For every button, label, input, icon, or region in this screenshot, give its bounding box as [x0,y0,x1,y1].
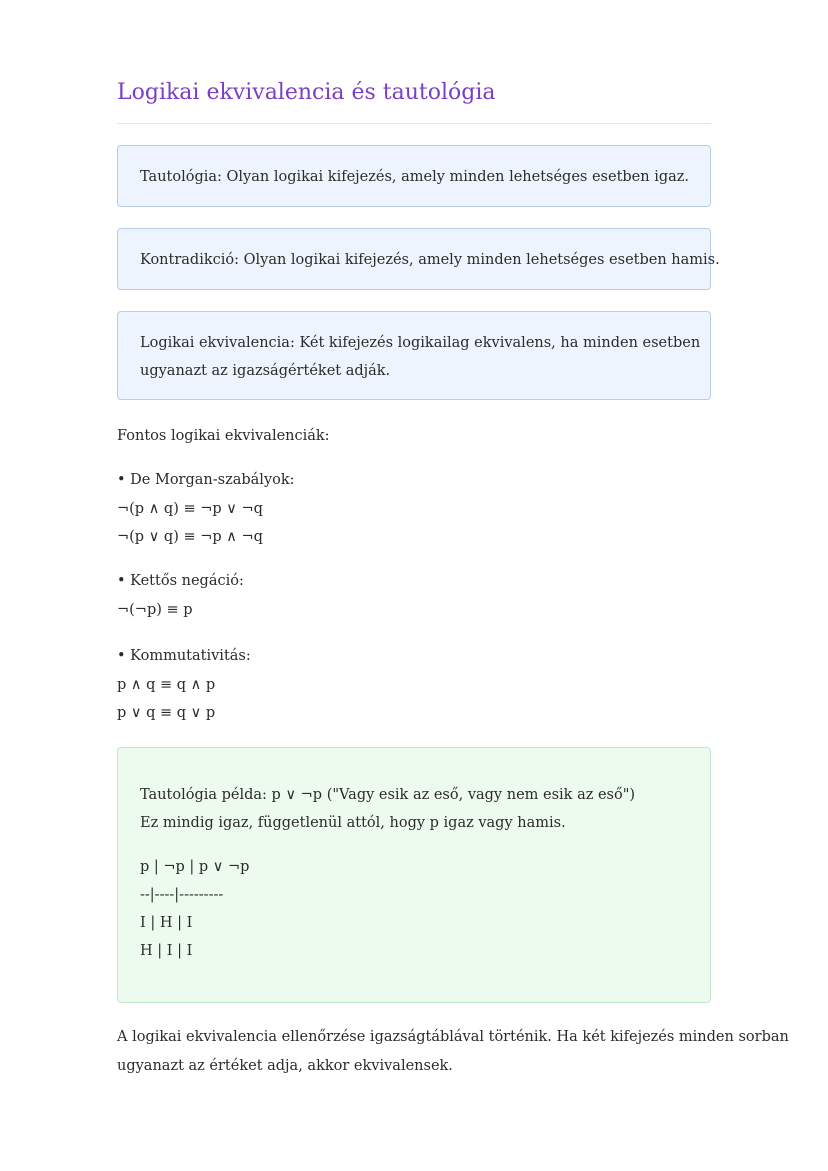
equivalence-group-double-negation [117,567,244,624]
group-heading: • Kettős negáció: [117,573,244,589]
page-title: Logikai ekvivalencia és tautológia [117,80,496,105]
truth-table-row: H | I | I [140,943,193,959]
example-text: Ez mindig igaz, függetlenül attól, hogy p igaz vagy hamis. [140,815,566,831]
formula-line: ¬(p ∧ q) ≡ ¬p ∨ ¬q [117,500,263,517]
formula-line: p ∧ q ≡ q ∧ p [117,676,216,693]
definition-text: Kontradikció: Olyan logikai kifejezés, amely minden lehetséges esetben hamis. [140,252,720,268]
title-divider [117,123,711,124]
truth-table-row: p | ¬p | p ∨ ¬p [140,859,250,875]
definition-text: Logikai ekvivalencia: Két kifejezés logikailag ekvivalens, ha minden esetben [140,335,701,351]
truth-table-row: --|----|--------- [140,887,224,903]
formula-line: ¬(p ∨ q) ≡ ¬p ∧ ¬q [117,529,263,545]
formula-line: p ∨ q ≡ q ∨ p [117,705,216,721]
equivalence-group-commutativity [117,642,251,728]
conclusion-text: ugyanazt az értéket adja, akkor ekvivalensek. [117,1058,453,1074]
definition-box-contradiction [117,228,720,290]
example-text: Tautológia példa: p ∨ ¬p ("Vagy esik az eső, vagy nem esik az eső") [140,787,636,803]
formula-line: ¬(¬p) ≡ p [117,601,193,618]
equivalences-intro: Fontos logikai ekvivalenciák: [117,428,330,444]
conclusion-paragraph [117,1023,789,1081]
definition-box-tautology [117,145,711,207]
definition-box-equivalence [117,311,711,400]
truth-table-row: I | H | I [140,915,193,931]
group-heading: • Kommutativitás: [117,648,251,664]
equivalence-group-de-morgan [117,466,295,552]
tautology-example-box [117,747,711,1003]
definition-text: Tautológia: Olyan logikai kifejezés, amely minden lehetséges esetben igaz. [140,169,690,185]
definition-text: ugyanazt az igazságértéket adják. [140,363,391,379]
conclusion-text: A logikai ekvivalencia ellenőrzése igazságtáblával történik. Ha két kifejezés minden sorban [117,1029,789,1045]
group-heading: • De Morgan-szabályok: [117,472,295,488]
